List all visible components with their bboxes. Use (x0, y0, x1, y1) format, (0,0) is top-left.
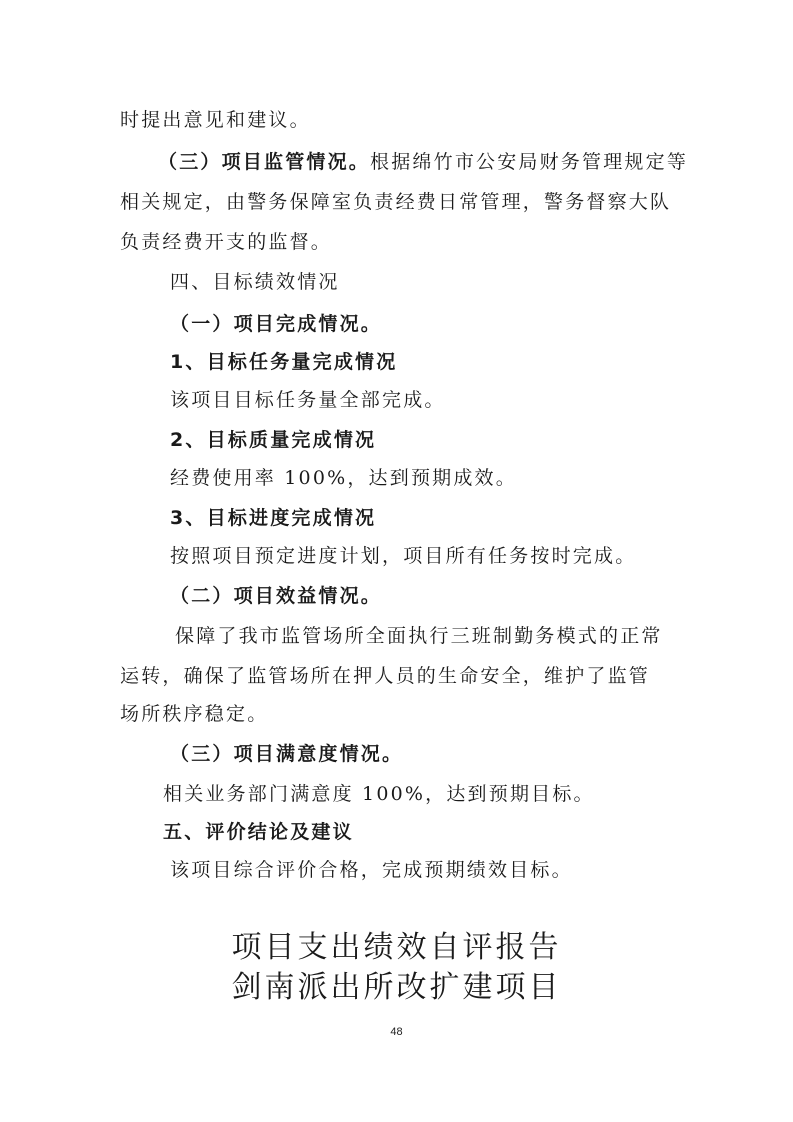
section-heading-goal-performance: 四、目标绩效情况 (170, 271, 340, 293)
body-text-line: 该项目目标任务量全部完成。 (170, 389, 446, 411)
body-text-line: 场所秩序稳定。 (120, 703, 269, 725)
report-title: 项目支出绩效自评报告 (231, 930, 562, 965)
subsection-heading-supervision: （三）项目监管情况。 (158, 151, 371, 173)
item-heading-quantity: 1、目标任务量完成情况 (170, 351, 398, 373)
section-paragraph (158, 150, 688, 174)
page-number: 48 (390, 1026, 403, 1038)
body-text-line: 相关业务部门满意度 100%，达到预期目标。 (163, 783, 595, 805)
project-title: 剑南派出所改扩建项目 (231, 970, 562, 1005)
body-text-line: 按照项目预定进度计划，项目所有任务按时完成。 (170, 545, 637, 567)
subsection-heading-completion: （一）项目完成情况。 (170, 313, 383, 335)
body-text-line: 保障了我市监管场所全面执行三班制勤务模式的正常 (175, 625, 663, 647)
body-text-line: 运转，确保了监管场所在押人员的生命安全，维护了监管 (120, 665, 651, 687)
body-text-line: 相关规定，由警务保障室负责经费日常管理，警务督察大队 (120, 191, 672, 213)
item-heading-quality: 2、目标质量完成情况 (170, 429, 377, 451)
section-heading-conclusion: 五、评价结论及建议 (163, 821, 354, 843)
body-text-line: 根据绵竹市公安局财务管理规定等 (370, 151, 689, 173)
item-heading-progress: 3、目标进度完成情况 (170, 507, 377, 529)
body-text-line: 时提出意见和建议。 (120, 109, 311, 131)
subsection-heading-benefit: （二）项目效益情况。 (170, 585, 383, 607)
body-text-line: 经费使用率 100%，达到预期成效。 (170, 467, 517, 489)
body-text-line: 负责经费开支的监督。 (120, 231, 333, 253)
subsection-heading-satisfaction: （三）项目满意度情况。 (170, 743, 404, 765)
body-text-line: 该项目综合评价合格，完成预期绩效目标。 (170, 859, 573, 881)
